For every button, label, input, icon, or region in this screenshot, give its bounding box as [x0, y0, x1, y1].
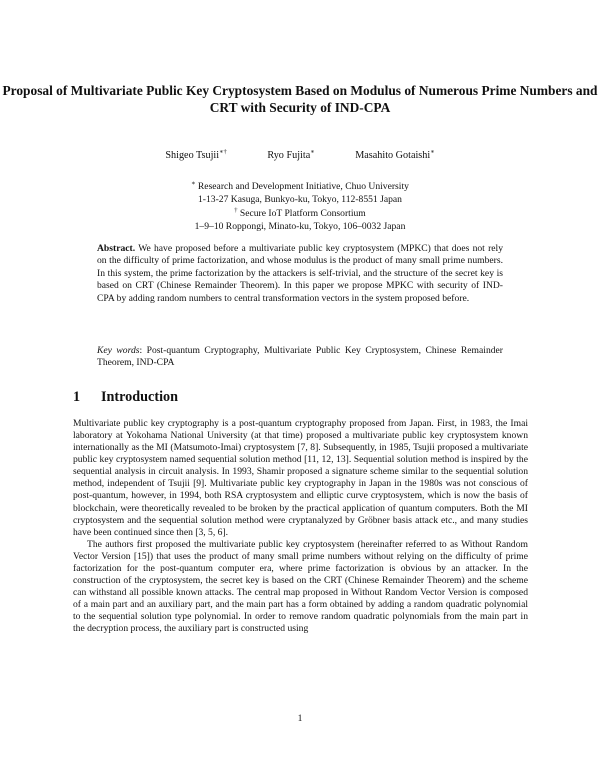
abstract-label: Abstract.: [97, 243, 136, 254]
keywords-text: : Post-quantum Cryptography, Multivariate Public Key Cryptosystem, Chinese Remainder Theorem, IND-CPA: [97, 345, 503, 369]
affiliation-line: 1–9–10 Roppongi, Minato-ku, Tokyo, 106–0032 Japan: [194, 220, 406, 232]
author: Masahito Gotaishi∗: [355, 148, 435, 161]
affiliations: [0, 180, 600, 233]
section-number: 1: [73, 389, 81, 405]
affiliation-line: 1-13-27 Kasuga, Bunkyo-ku, Tokyo, 112-8551 Japan: [198, 194, 402, 206]
paper-title: Proposal of Multivariate Public Key Cryptosystem Based on Modulus of Numerous Prime Numbers and CRT with Security of IND-CPA: [2, 83, 598, 115]
author-list: [0, 150, 600, 161]
keywords-label: Key words: [97, 345, 140, 356]
section-title: Introduction: [101, 389, 178, 405]
author: Ryo Fujita∗: [267, 148, 315, 161]
affiliation-line: ∗ Research and Development Initiative, Chuo University: [191, 179, 409, 192]
page-number: 1: [297, 713, 303, 724]
section-heading: [73, 389, 178, 406]
affiliation-line: † Secure IoT Platform Consortium: [234, 206, 366, 219]
author: Shigeo Tsujii∗†: [165, 148, 227, 161]
abstract: [97, 243, 503, 305]
paragraph: The authors first proposed the multivariate public key cryptosystem (hereinafter referred to as Without Random Vector Version [15]) that uses the product of many small prime numbers without relying on the difficulty of prime factorization for the post-quantum computer era, where prime factorization is obvious by an attacker. In the construction of the cryptosystem, the secret key is based on the CRT (Chinese Remainder Theorem) and the scheme can withstand all possible known attacks. The central map proposed in Without Random Vector Version is composed of a main part and an auxiliary part, and the main part has a form obtained by adding a random quadratic polynomial to the sequential solution type polynomial. In order to remove random quadratic polynomials from the main part in the decryption process, the auxiliary part is constructed using: [73, 538, 528, 635]
keywords: [97, 345, 503, 370]
body-text: [73, 418, 528, 635]
paragraph: Multivariate public key cryptography is a post-quantum cryptography proposed from Japan. First, in 1983, the Imai laboratory at Yokohama National University (at that time) proposed a multivariate public key cryptosystem known internationally as the MI (Matsumoto-Imai) cryptosystem [7, 8]. Subsequently, in 1985, Tsujii proposed a multivariate public key cryptosystem named sequential solution method [11, 12, 13]. Sequential solution method is inspired by the sequential analysis in circuit analysis. In 1993, Shamir proposed a signature scheme similar to the sequential solution method, independent of Tsujii [9]. Multivariate public key cryptography in Japan in the 1980s was not conscious of post-quantum, however, in 1994, both RSA cryptosystem and elliptic curve cryptosystem, which is now the basis of blockchain, were theoretically revealed to be broken by the practical application of quantum computers. Both the MI cryptosystem and the sequential solution method were cryptanalyzed by Gröbner basis attack etc., and many studies have been continued since then [3, 5, 6].: [73, 418, 528, 538]
abstract-text: We have proposed before a multivariate public key cryptosystem (MPKC) that does not rely on the difficulty of prime factorization, and whose modulus is the product of many small prime numbers. In this system, the prime factorization by the attackers is self-trivial, and the structure of the secret key is based on CRT (Chinese Remainder Theorem). In this paper we propose MPKC with security of IND-CPA by adding random numbers to central transformation vectors in the system proposed before.: [97, 243, 503, 304]
